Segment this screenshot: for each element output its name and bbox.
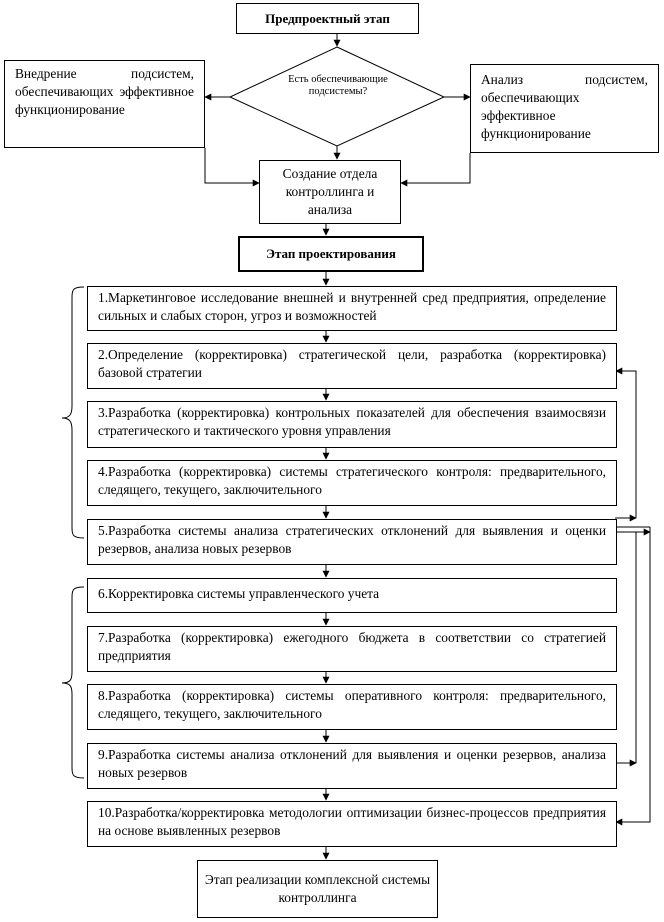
arrow-right-center: [401, 153, 470, 183]
step-3: 3.Разработка (корректировка) контрольных показателей для обеспечения взаимосвязи стратегического и тактического уровня управления: [87, 401, 617, 448]
analyze-subsystems-box: Анализ подсистем, обеспечивающих эффективное функционирование: [470, 64, 659, 153]
decision-label: Есть обеспечивающие подсистемы?: [288, 74, 388, 97]
step-2: 2.Определение (корректировка) стратегической цели, разработка (корректировка) базовой стратегии: [87, 343, 617, 389]
pre-project-stage: Предпроектный этап: [236, 3, 419, 34]
step-6: 6.Корректировка системы управленческого учета: [87, 578, 617, 613]
feedback-to-step6: [617, 532, 636, 763]
step-1: 1.Маркетинговое исследование внешней и внутренней сред предприятия, определение сильных и слабых сторон, угроз и возможностей: [87, 286, 617, 331]
arrow-left-center: [205, 148, 259, 183]
step-10: 10.Разработка/корректировка методологии оптимизации бизнес-процессов предприятия на основе выявленных резервов: [87, 801, 617, 847]
controlling-department-box: Создание отдела контроллинга и анализа: [259, 160, 401, 224]
step-4: 4.Разработка (корректировка) системы стратегического контроля: предварительного, следящего, текущего, заключительного: [87, 460, 617, 506]
step-8: 8.Разработка (корректировка) системы оперативного контроля: предварительного, следящего, текущего, заключительного: [87, 684, 617, 730]
design-stage: Этап проектирования: [238, 236, 424, 272]
feedback-to-step2: [616, 371, 636, 518]
feedback-to-step10: [616, 527, 650, 822]
step-7: 7.Разработка (корректировка) ежегодного бюджета в соответствии со стратегией предприятия: [87, 626, 617, 672]
brace-tactical: [62, 587, 84, 778]
step-5: 5.Разработка системы анализа стратегических отклонений для выявления и оценки резервов, анализа новых резервов: [87, 519, 617, 565]
brace-strategic: [62, 287, 84, 538]
implementation-stage-box: Этап реализации комплексной системы контроллинга: [197, 860, 438, 918]
implement-subsystems-box: Внедрение подсистем, обеспечивающих эффективное функционирование: [4, 60, 205, 148]
step-9: 9.Разработка системы анализа отклонений для выявления и оценки резервов, анализа новых резервов: [87, 743, 617, 789]
